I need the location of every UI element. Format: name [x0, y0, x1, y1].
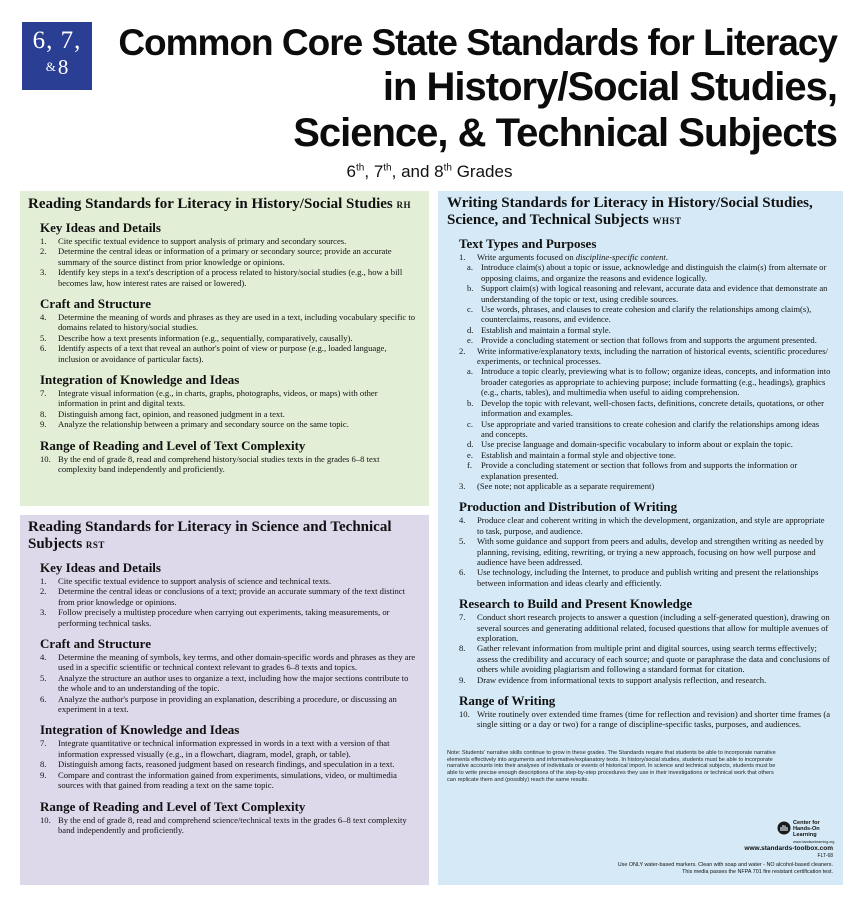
standards-list	[447, 612, 833, 685]
substandard-item: d. Establish and maintain a formal style.	[467, 324, 611, 335]
standard-item: 3. (See note; not applicable as a separate requirement)	[459, 480, 655, 491]
standard-item: 8. Distinguish among facts, reasoned judgment based on research findings, and speculation in a text.	[40, 759, 395, 770]
standards-list	[28, 312, 419, 364]
section-heading: Research to Build and Present Knowledge	[459, 596, 693, 612]
section-heading: Text Types and Purposes	[459, 236, 597, 251]
substandards-list	[447, 366, 833, 480]
standards-list	[28, 576, 419, 628]
badge-line2: 8	[57, 55, 69, 79]
standards-list	[447, 481, 833, 491]
center-logo: Center for Hands-On Learning www.handsonlearning.org	[777, 819, 831, 843]
standard-item: 9. Compare and contrast the information gained from experiments, simulations, video, or multimedia sources with that gained from reading a text on the same topic.	[40, 769, 397, 791]
standards-list	[447, 252, 833, 262]
standard-item: 5. With some guidance and support from peers and adults, develop and strengthen writing as needed by planning, revising, editing, rewriting, or trying a new approach, focusing on how well purpose and audience have been addressed.	[459, 536, 824, 567]
grade-badge	[22, 22, 92, 90]
substandard-item: e. Establish and maintain a formal style and objective tone.	[467, 449, 676, 460]
footnote: Note: Students' narrative skills continue to grow in these grades. The Standards require that students be able to incorporate narrative elements effectively into arguments and informative/explanatory texts. In history/social studies, students must be able to incorporate narrative accounts into their analyses of individuals or events of historical import. In science and technical subjects, students must be able to write precise enough descriptions of the step-by-step procedures they use in their investigations or technical work that others can replicate them and (possibly) reach the same results.	[447, 749, 776, 784]
title-line2: in History/Social Studies,	[382, 65, 837, 109]
standard-item: 7. Integrate quantitative or technical information expressed in words in a text with a version of that information expressed visually (e.g., in a flowchart, diagram, model, graph, or table).	[40, 738, 390, 759]
standard-item: 1. Write arguments focused on discipline-specific content.	[459, 252, 668, 262]
reading-history-panel	[20, 191, 429, 506]
substandard-item: b. Support claim(s) with logical reasoning and relevant, accurate data and evidence that demonstrate an understanding of the topic or text, using credible sources.	[467, 283, 828, 304]
section-heading: Craft and Structure	[40, 636, 151, 652]
standard-item: 6. Identify aspects of a text that reveal an author's point of view or purpose (e.g., loaded language, inclusion or avoidance of particular facts).	[40, 343, 387, 364]
section-heading: Range of Writing	[459, 693, 556, 709]
standard-item: 4. Determine the meaning of words and phrases as they are used in a text, including vocabulary specific to domains related to history/social studies.	[40, 312, 416, 333]
section-heading: Key Ideas and Details	[40, 220, 161, 235]
substandard-item: f. Provide a concluding statement or section that follows from and supports the information or explanation presented.	[467, 460, 798, 481]
badge-line1: 6, 7,	[32, 27, 82, 54]
substandard-item: c. Use appropriate and varied transitions to create cohesion and clarify the relationships among ideas and concepts.	[467, 418, 820, 439]
hand-logo-icon	[777, 821, 791, 835]
title-line1: Common Core State Standards for Literacy	[118, 22, 837, 63]
standard-item: 9. Draw evidence from informational texts to support analysis reflection, and research.	[459, 674, 767, 685]
standard-item: 8. Distinguish among fact, opinion, and reasoned judgment in a text.	[40, 408, 285, 419]
section-heading: Range of Reading and Level of Text Complexity	[40, 798, 306, 814]
standard-item: 5. Describe how a text presents information (e.g., sequentially, comparatively, causally).	[40, 332, 353, 343]
standards-list	[28, 738, 419, 790]
substandard-item: b. Develop the topic with relevant, well-chosen facts, definitions, concrete details, quotations, or other information and examples.	[467, 397, 824, 419]
standard-item: 7. Integrate visual information (e.g., in charts, graphs, photographs, videos, or maps) with other information in print and digital texts.	[40, 388, 378, 409]
section-heading: Production and Distribution of Writing	[459, 499, 678, 515]
title-line3: Science, & Technical Subjects	[293, 111, 837, 155]
page-title	[118, 22, 837, 156]
standards-list	[28, 388, 419, 430]
standard-item: 1. Cite specific textual evidence to support analysis of primary and secondary sources.	[40, 236, 347, 246]
grades-subtitle: 6th, 7th, and 8th Grades	[346, 162, 513, 181]
standard-item: 9. Analyze the relationship between a primary and secondary source on the same topic.	[40, 419, 349, 430]
standards-list	[28, 454, 419, 475]
section-heading: Integration of Knowledge and Ideas	[40, 372, 240, 388]
standard-item: 2. Determine the central ideas or information of a primary or secondary source; provide an accurate summary of the source distinct from prior knowledge or opinions.	[40, 246, 392, 267]
standard-item: 10. By the end of grade 8, read and comprehend science/technical texts in the grades 6–8 text complexity band independently and proficiently.	[40, 814, 407, 835]
product-code: FLT-68	[817, 853, 833, 859]
standard-item: 5. Analyze the structure an author uses to organize a text, including how the major sections contribute to the whole and to an understanding of the topic.	[40, 672, 409, 694]
standard-item: 7. Conduct short research projects to answer a question (including a self-generated question), drawing on several sources and generating additional related, focused questions that allow for multiple avenues of exploration.	[459, 612, 830, 643]
badge-amp: &	[45, 59, 56, 74]
website-url: www.standards-toolbox.com	[744, 845, 833, 852]
standard-item: 4. Produce clear and coherent writing in which the development, organization, and style are appropriate to task, purpose, and audience.	[459, 515, 825, 536]
substandard-item: c. Use words, phrases, and clauses to create cohesion and clarify the relationships among claim(s), counterclaims, reasons, and evidence.	[467, 304, 812, 325]
section-heading: Range of Reading and Level of Text Complexity	[40, 437, 306, 453]
panel-title: Reading Standards for Literacy in Science and Technical Subjects RST	[28, 519, 392, 552]
standard-item: 1. Cite specific textual evidence to support analysis of science and technical texts.	[40, 576, 331, 586]
standard-item: 4. Determine the meaning of symbols, key terms, and other domain-specific words and phrases as they are used in a specific scientific or technical context relevant to grades 6–8 texts and topics.	[40, 652, 416, 673]
standard-item: 6. Analyze the author's purpose in providing an explanation, describing a procedure, or discussing an experiment in a text.	[40, 693, 397, 715]
substandards-list	[447, 262, 833, 345]
standards-list	[447, 709, 833, 730]
writing-standards-panel	[438, 191, 843, 885]
standard-item: 2. Determine the central ideas or conclusions of a text; provide an accurate summary of the text distinct from prior knowledge or opinions.	[40, 586, 405, 607]
standards-list	[447, 515, 833, 588]
substandard-item: a. Introduce a topic clearly, previewing what is to follow; organize ideas, concepts, and information into broader categories as appropriate to achieving purpose; include formatting (e.g., headings), graphics (e.g., charts, tables), and multimedia when useful to aiding comprehension.	[467, 366, 831, 398]
section-heading: Key Ideas and Details	[40, 560, 161, 575]
substandard-item: a. Introduce claim(s) about a topic or issue, acknowledge and distinguish the claim(s) from alternate or opposing claims, and organize the reasons and evidence logically.	[467, 262, 827, 283]
panel-title: Reading Standards for Literacy in History/Social Studies RH	[28, 196, 411, 212]
standard-item: 3. Follow precisely a multistep procedure when carrying out experiments, taking measurements, or performing technical tasks.	[40, 607, 390, 628]
standard-item: 2. Write informative/explanatory texts, including the narration of historical events, scientific procedures/ experiments, or technical processes.	[459, 345, 828, 367]
substandard-item: d. Use precise language and domain-specific vocabulary to inform about or explain the topic.	[467, 439, 793, 450]
standards-list	[28, 236, 419, 288]
standards-list	[447, 346, 833, 367]
section-heading: Integration of Knowledge and Ideas	[40, 722, 240, 738]
standard-item: 6. Use technology, including the Internet, to produce and publish writing and present the relationships between information and ideas clearly and efficiently.	[459, 567, 819, 588]
standards-list	[28, 815, 419, 836]
panel-title: Writing Standards for Literacy in History/Social Studies, Science, and Technical Subjects WHST	[447, 195, 813, 228]
standard-item: 10. By the end of grade 8, read and comprehend history/social studies texts in the grades 6–8 text complexity band independently and proficiently.	[40, 453, 380, 475]
standard-item: 8. Gather relevant information from multiple print and digital sources, using search terms effectively; assess the credibility and accuracy of each source; and quote or paraphrase the data and conclusions of others while avoiding plagiarism and following a standard format for citation.	[459, 643, 830, 675]
reading-science-panel	[20, 515, 429, 885]
standard-item: 10. Write routinely over extended time frames (time for reflection and revision) and shorter time frames (a single sitting or a day or two) for a range of discipline-specific tasks, purposes, and audiences.	[459, 709, 831, 730]
section-heading: Craft and Structure	[40, 296, 151, 312]
standards-list	[28, 652, 419, 714]
standard-item: 3. Identify key steps in a text's description of a process related to history/social studies (e.g., how a bill becomes law, how interest rates are raised or lowered).	[40, 267, 403, 288]
care-instructions: Use ONLY water-based markers. Clean with soap and water - NO alcohol-based cleaners. This media passes the NFPA 701 fire resistant certification test.	[617, 862, 833, 875]
substandard-item: e. Provide a concluding statement or section that follows from and supports the argument presented.	[467, 335, 817, 346]
